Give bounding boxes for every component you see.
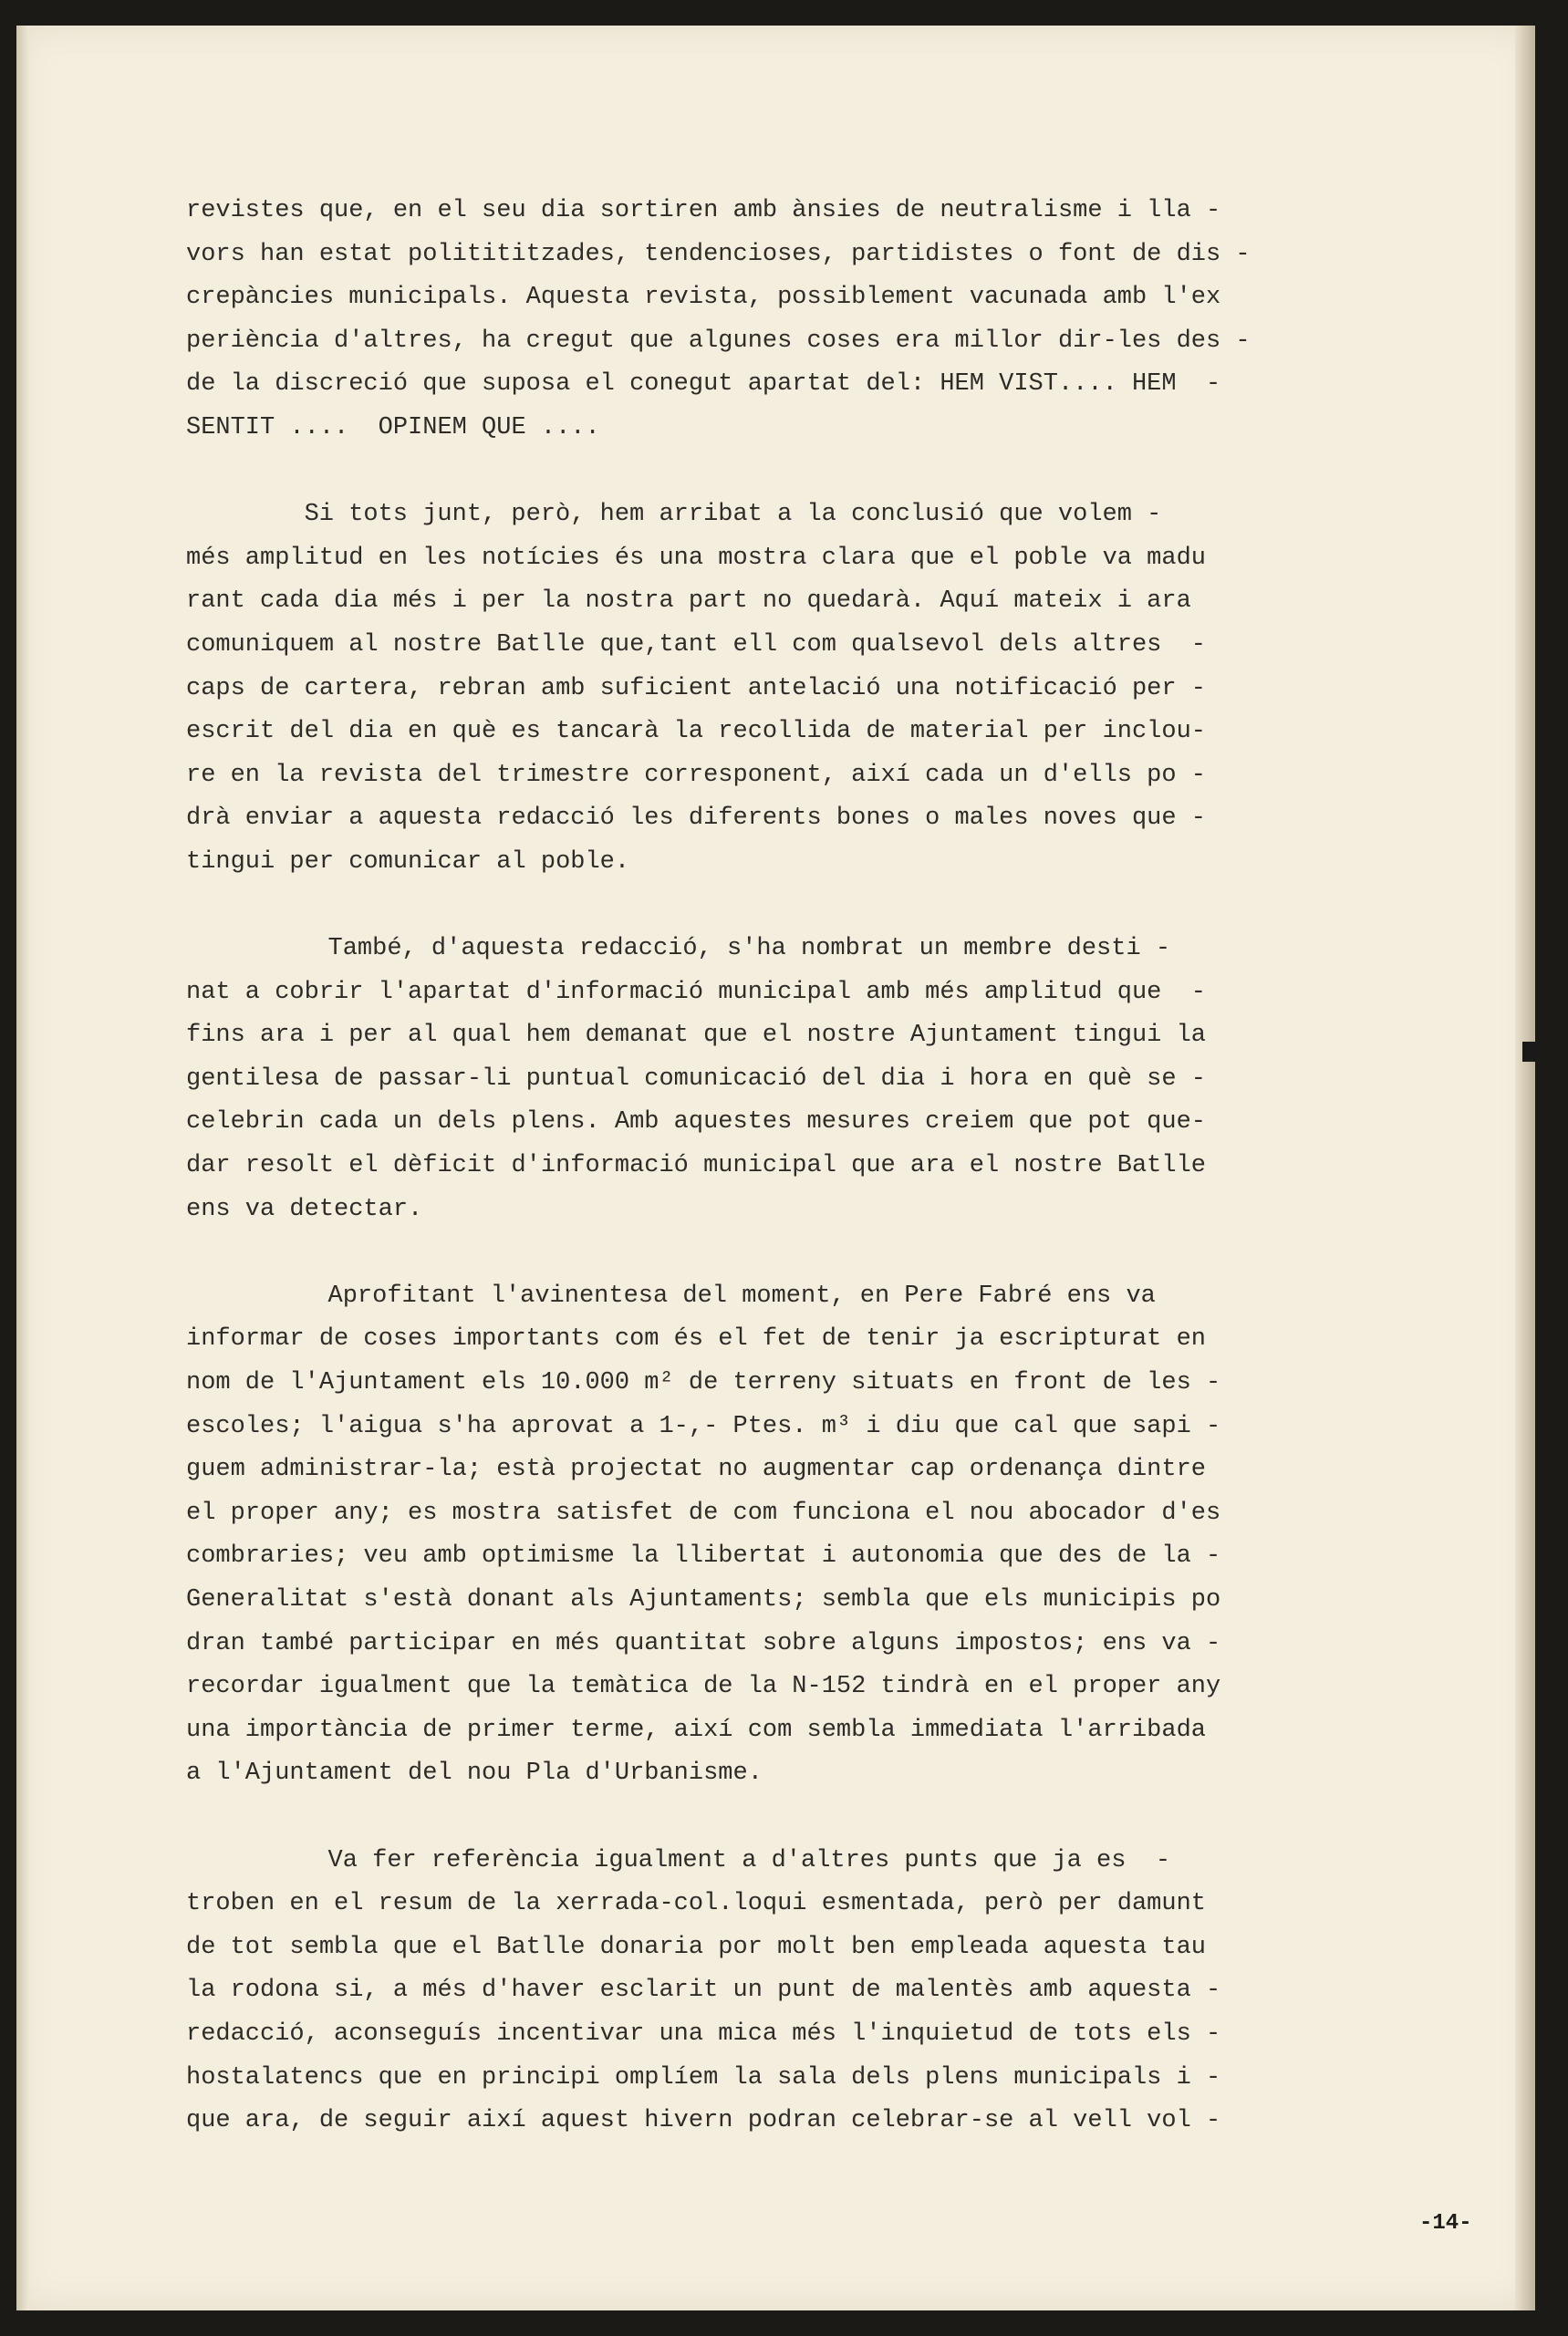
- text-line: guem administrar-la; està projectat no augmentar cap ordenança dintre: [186, 1456, 1206, 1484]
- text-line: dar resolt el dèficit d'informació municipal que ara el nostre Batlle: [186, 1152, 1206, 1180]
- text-line: a l'Ajuntament del nou Pla d'Urbanisme.: [186, 1760, 763, 1788]
- page-number: -14-: [1419, 2211, 1472, 2236]
- text-line: vors han estat politititzades, tendencioses, partidistes o font de dis -: [186, 240, 1251, 268]
- text-line: hostalatencs que en principi omplíem la sala dels plens municipals i -: [186, 2063, 1221, 2092]
- text-line: informar de coses importants com és el fet de tenir ja escripturat en: [186, 1325, 1206, 1354]
- text-line: combraries; veu amb optimisme la llibertat i autonomia que des de la -: [186, 1542, 1221, 1571]
- text-line: fins ara i per al qual hem demanat que el nostre Ajuntament tingui la: [186, 1022, 1206, 1050]
- text-line: drà enviar a aquesta redacció les diferents bones o males noves que -: [186, 805, 1206, 833]
- text-line: de la discreció que suposa el conegut apartat del: HEM VIST.... HEM -: [186, 370, 1221, 399]
- text-line: escoles; l'aigua s'ha aprovat a 1-,- Ptes. m³ i diu que cal que sapi -: [186, 1412, 1221, 1440]
- text-line: dran també participar en més quantitat sobre alguns impostos; ens va -: [186, 1629, 1221, 1657]
- text-line: Si tots junt, però, hem arribat a la conclusió que volem -: [304, 501, 1162, 529]
- text-line: periència d'altres, ha cregut que algunes coses era millor dir-les des -: [186, 327, 1251, 355]
- text-line: Aprofitant l'avinentesa del moment, en Pere Fabré ens va: [327, 1282, 1156, 1310]
- text-line: redacció, aconseguís incentivar una mica més l'inquietud de tots els -: [186, 2019, 1221, 2048]
- text-line: crepàncies municipals. Aquesta revista, possiblement vacunada amb l'ex: [186, 284, 1221, 312]
- text-line: celebrin cada un dels plens. Amb aquestes mesures creiem que pot que-: [186, 1108, 1206, 1137]
- text-line: una importància de primer terme, així com sembla immediata l'arribada: [186, 1716, 1206, 1744]
- text-line: ens va detectar.: [186, 1195, 423, 1223]
- text-line: de tot sembla que el Batlle donaria por molt ben empleada aquesta tau: [186, 1933, 1206, 1961]
- text-line: Generalitat s'està donant als Ajuntaments; sembla que els municipis po: [186, 1586, 1221, 1614]
- text-line: rant cada dia més i per la nostra part no quedarà. Aquí mateix i ara: [186, 587, 1191, 616]
- text-line: comuniquem al nostre Batlle que,tant ell com qualsevol dels altres -: [186, 630, 1206, 659]
- index-tab-mark: [1522, 1042, 1535, 1062]
- text-line: També, d'aquesta redacció, s'ha nombrat un membre desti -: [327, 935, 1171, 963]
- text-line: gentilesa de passar-li puntual comunicació del dia i hora en què se -: [186, 1064, 1206, 1093]
- text-line: SENTIT .... OPINEM QUE ....: [186, 413, 600, 441]
- page-spine: [16, 26, 29, 2310]
- text-line: nat a cobrir l'apartat d'informació municipal amb més amplitud que -: [186, 978, 1206, 1006]
- text-line: el proper any; es mostra satisfet de com funciona el nou abocador d'es: [186, 1499, 1221, 1527]
- paragraph: [186, 493, 1427, 884]
- text-line: Va fer referència igualment a d'altres punts que ja es -: [327, 1846, 1171, 1874]
- text-line: re en la revista del trimestre corresponent, així cada un d'ells po -: [186, 761, 1206, 789]
- text-line: troben en el resum de la xerrada-col.loqui esmentada, però per damunt: [186, 1890, 1206, 1918]
- text-line: nom de l'Ajuntament els 10.000 m² de terreny situats en front de les -: [186, 1369, 1221, 1397]
- paragraph: [186, 190, 1427, 451]
- paragraph: [186, 1840, 1427, 2144]
- page-edge: [1515, 26, 1535, 2310]
- text-line: la rodona si, a més d'haver esclarit un punt de malentès amb aquesta -: [186, 1977, 1221, 2005]
- text-line: recordar igualment que la temàtica de la N-152 tindrà en el proper any: [186, 1673, 1221, 1701]
- text-line: més amplitud en les notícies és una mostra clara que el poble va madu: [186, 544, 1206, 572]
- paragraph: [186, 1275, 1427, 1796]
- text-line: caps de cartera, rebran amb suficient antelació una notificació per -: [186, 674, 1206, 702]
- document-body: [186, 190, 1427, 2186]
- text-line: tingui per comunicar al poble.: [186, 847, 630, 876]
- text-line: revistes que, en el seu dia sortiren amb ànsies de neutralisme i lla -: [186, 197, 1221, 224]
- text-line: que ara, de seguir així aquest hivern podran celebrar-se al vell vol -: [186, 2107, 1221, 2135]
- text-line: escrit del dia en què es tancarà la recollida de material per inclou-: [186, 718, 1206, 746]
- paragraph: [186, 928, 1427, 1231]
